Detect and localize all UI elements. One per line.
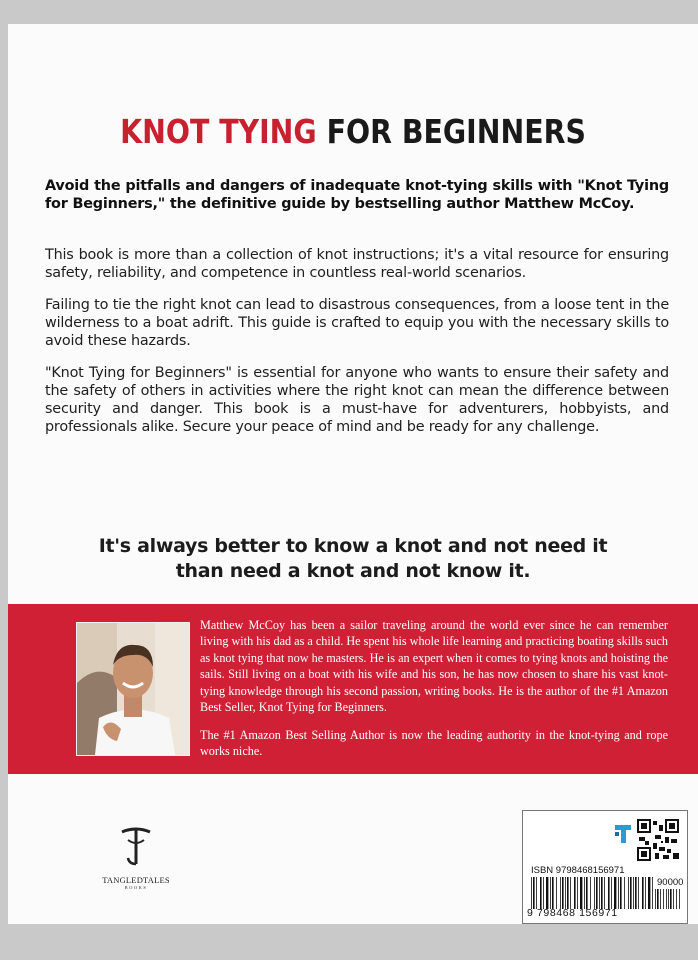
body-paragraph-1: This book is more than a collection of knot instructions; it's a vital resource for ensuring safety, reliability, and competence in countless real-world scenarios. [45,247,669,281]
qr-code [637,819,679,861]
author-band [8,604,698,774]
book-title [56,112,649,152]
publisher-logo [86,824,186,890]
brand-mark-icon [615,825,631,843]
intro-paragraph: Avoid the pitfalls and dangers of inadequate knot-tying skills with "Knot Tying for Beginners," the definitive guide by bestselling author Matthew McCoy. [45,178,669,212]
title-accent: KNOT TYING [120,112,317,151]
isbn-label: ISBN 9798468156971 [531,865,625,876]
isbn-barcode [531,877,653,909]
author-portrait-illustration [77,623,189,755]
author-photo [76,622,190,756]
title-rest: FOR BEGINNERS [326,112,586,151]
isbn-digits: 9 798468 156971 [527,907,618,919]
publisher-name: TANGLEDTALES [102,875,170,885]
hanger-icon [116,824,156,868]
quote-line-1: It's always better to know a knot and not need it [98,535,608,557]
barcode-panel [522,810,688,924]
body-paragraph-3: "Knot Tying for Beginners" is essential for anyone who wants to ensure their safety and the safety of others in activities where the right knot can mean the difference between security and danger. This book is a must-have for adventurers, hobbyists, and professionals alike. Secure your peace of mind and be ready for any challenge. [45,365,669,435]
author-bio-closing: The #1 Amazon Best Selling Author is now the leading authority in the knot-tying and rope works niche. [200,728,668,759]
publisher-sub: BOOKS [124,885,148,890]
price-barcode [655,889,681,909]
author-bio: Matthew McCoy has been a sailor traveling around the world ever since he can remember living with his dad as a child. He spent his whole life learning and practicing boating skills such as knot tying that now he masters. He is an expert when it comes to tying knots and hoisting the sails. Still living on a boat with his wife and his son, he has now chosen to share his vast knot-tying knowledge through his second passion, writing books. He is the author of the #1 Amazon Best Seller, Knot Tying for Beginners. [200,618,668,715]
book-back-cover [8,24,698,924]
quote-line-2: than need a knot and not know it. [175,560,531,582]
body-paragraph-2: Failing to tie the right knot can lead to disastrous consequences, from a loose tent in the wilderness to a boat adrift. This guide is crafted to equip you with the necessary skills to avoid these hazards. [45,297,669,349]
price-code: 90000 [657,877,684,888]
pull-quote [8,534,698,584]
